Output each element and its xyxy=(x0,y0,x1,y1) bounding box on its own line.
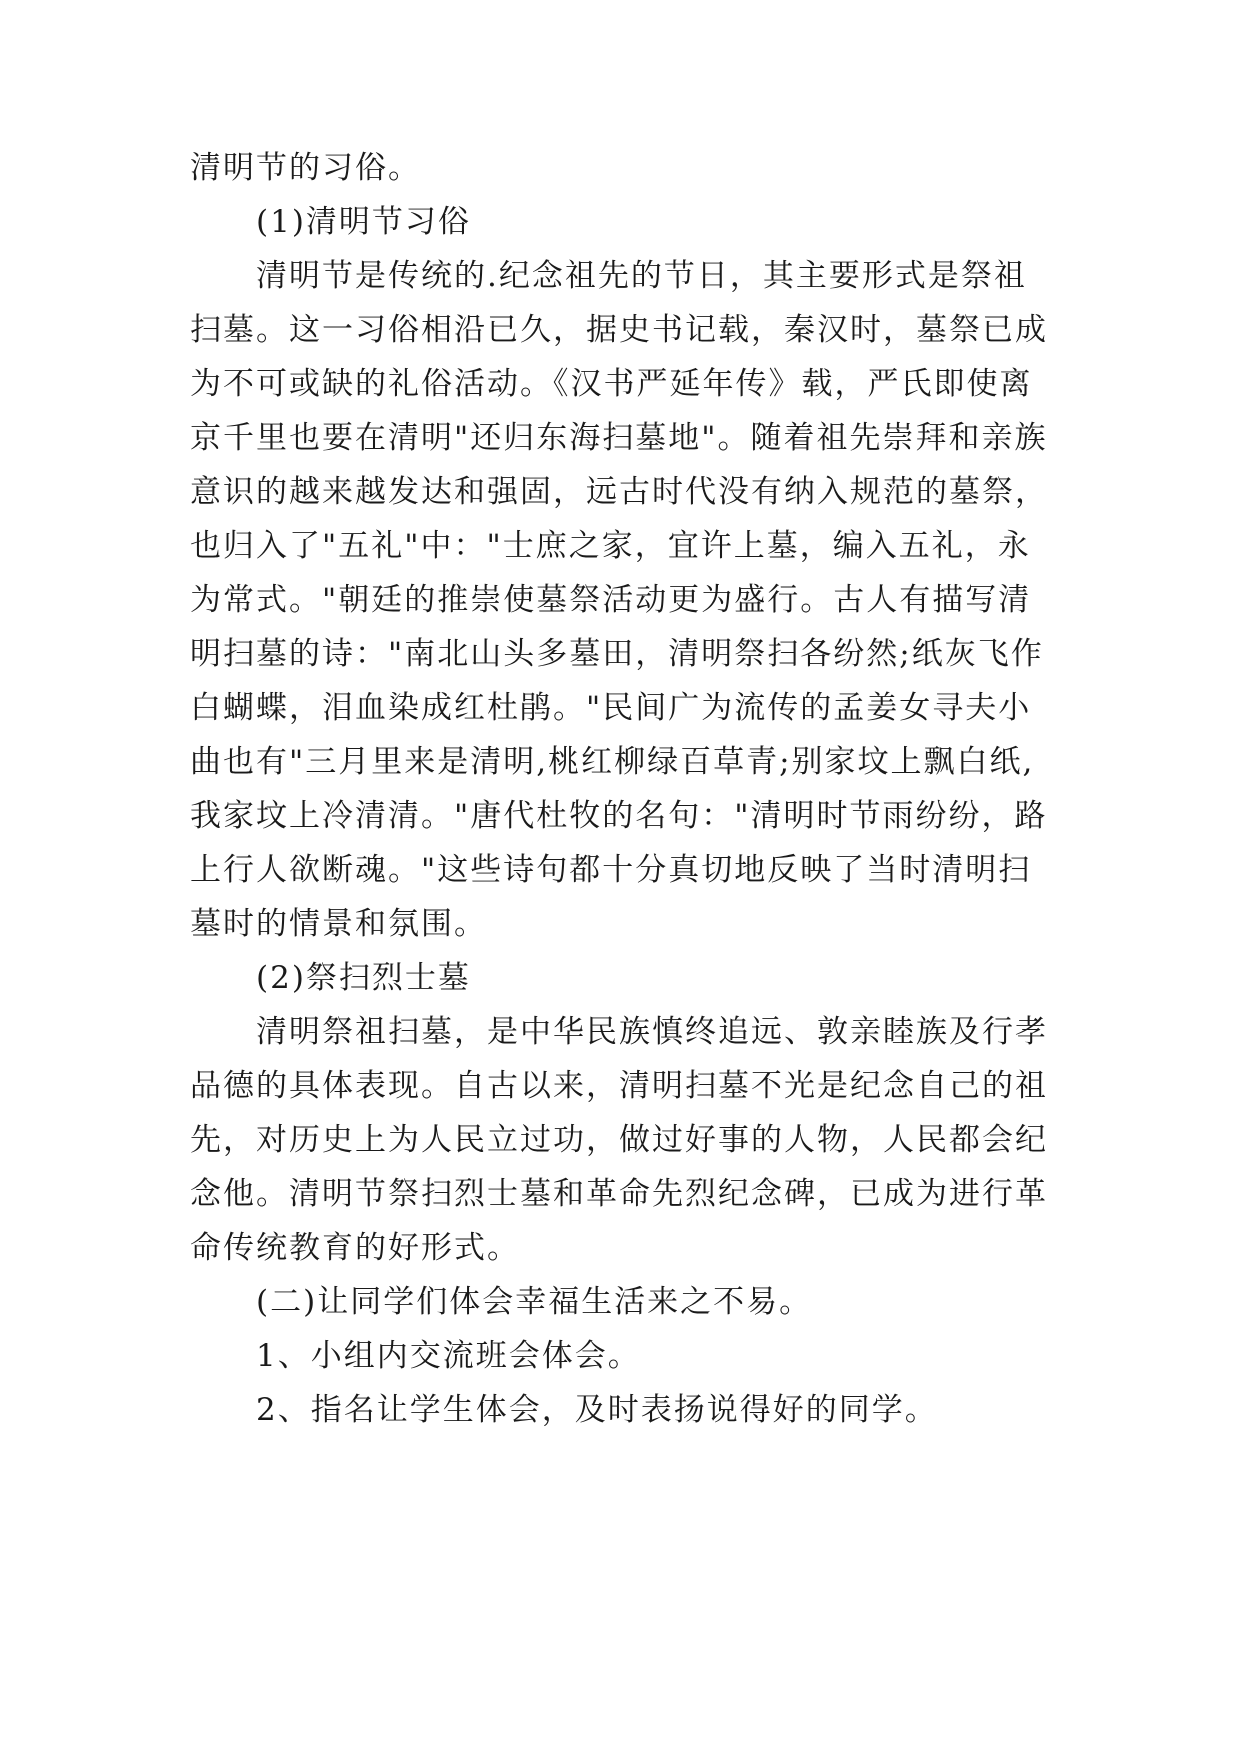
paragraph-line: 我家坟上冷清清。"唐代杜牧的名句："清明时节雨纷纷，路 xyxy=(190,798,1048,834)
paragraph-line: 念他。清明节祭扫烈士墓和革命先烈纪念碑，已成为进行革 xyxy=(190,1176,1048,1212)
section-heading-martyrs: (2)祭扫烈士墓 xyxy=(256,960,471,996)
list-item-1: 1、小组内交流班会体会。 xyxy=(256,1338,641,1374)
paragraph-line: 京千里也要在清明"还归东海扫墓地"。随着祖先崇拜和亲族 xyxy=(190,420,1048,456)
paragraph-line: 扫墓。这一习俗相沿已久，据史书记载，秦汉时，墓祭已成 xyxy=(190,312,1048,348)
paragraph-line: 为常式。"朝廷的推崇使墓祭活动更为盛行。古人有描写清 xyxy=(190,582,1032,618)
paragraph-line: 也归入了"五礼"中："士庶之家，宜许上墓，编入五礼，永 xyxy=(190,528,1031,564)
text-line-1: 清明节的习俗。 xyxy=(190,150,421,186)
list-item-2: 2、指名让学生体会，及时表扬说得好的同学。 xyxy=(256,1392,938,1428)
paragraph-line: 清明祭祖扫墓，是中华民族慎终追远、敦亲睦族及行孝 xyxy=(256,1014,1048,1050)
section-heading-happiness: (二)让同学们体会幸福生活来之不易。 xyxy=(256,1284,813,1320)
paragraph-line: 曲也有"三月里来是清明,桃红柳绿百草青;别家坟上飘白纸, xyxy=(190,744,1035,780)
paragraph-line: 为不可或缺的礼俗活动。《汉书严延年传》载，严氏即使离 xyxy=(190,366,1033,402)
paragraph-line: 白蝴蝶，泪血染成红杜鹃。"民间广为流传的孟姜女寻夫小 xyxy=(190,690,1032,726)
paragraph-line: 先，对历史上为人民立过功，做过好事的人物，人民都会纪 xyxy=(190,1122,1048,1158)
paragraph-line: 品德的具体表现。自古以来，清明扫墓不光是纪念自己的祖 xyxy=(190,1068,1048,1104)
section-heading-customs: (1)清明节习俗 xyxy=(256,204,471,240)
paragraph-line: 清明节是传统的.纪念祖先的节日，其主要形式是祭祖 xyxy=(256,258,1027,294)
paragraph-line: 命传统教育的好形式。 xyxy=(190,1230,520,1266)
paragraph-line: 墓时的情景和氛围。 xyxy=(190,906,487,942)
paragraph-line: 上行人欲断魂。"这些诗句都十分真切地反映了当时清明扫 xyxy=(190,852,1032,888)
paragraph-line: 意识的越来越发达和强固，远古时代没有纳入规范的墓祭， xyxy=(190,474,1048,510)
paragraph-line: 明扫墓的诗："南北山头多墓田，清明祭扫各纷然;纸灰飞作 xyxy=(190,636,1044,672)
